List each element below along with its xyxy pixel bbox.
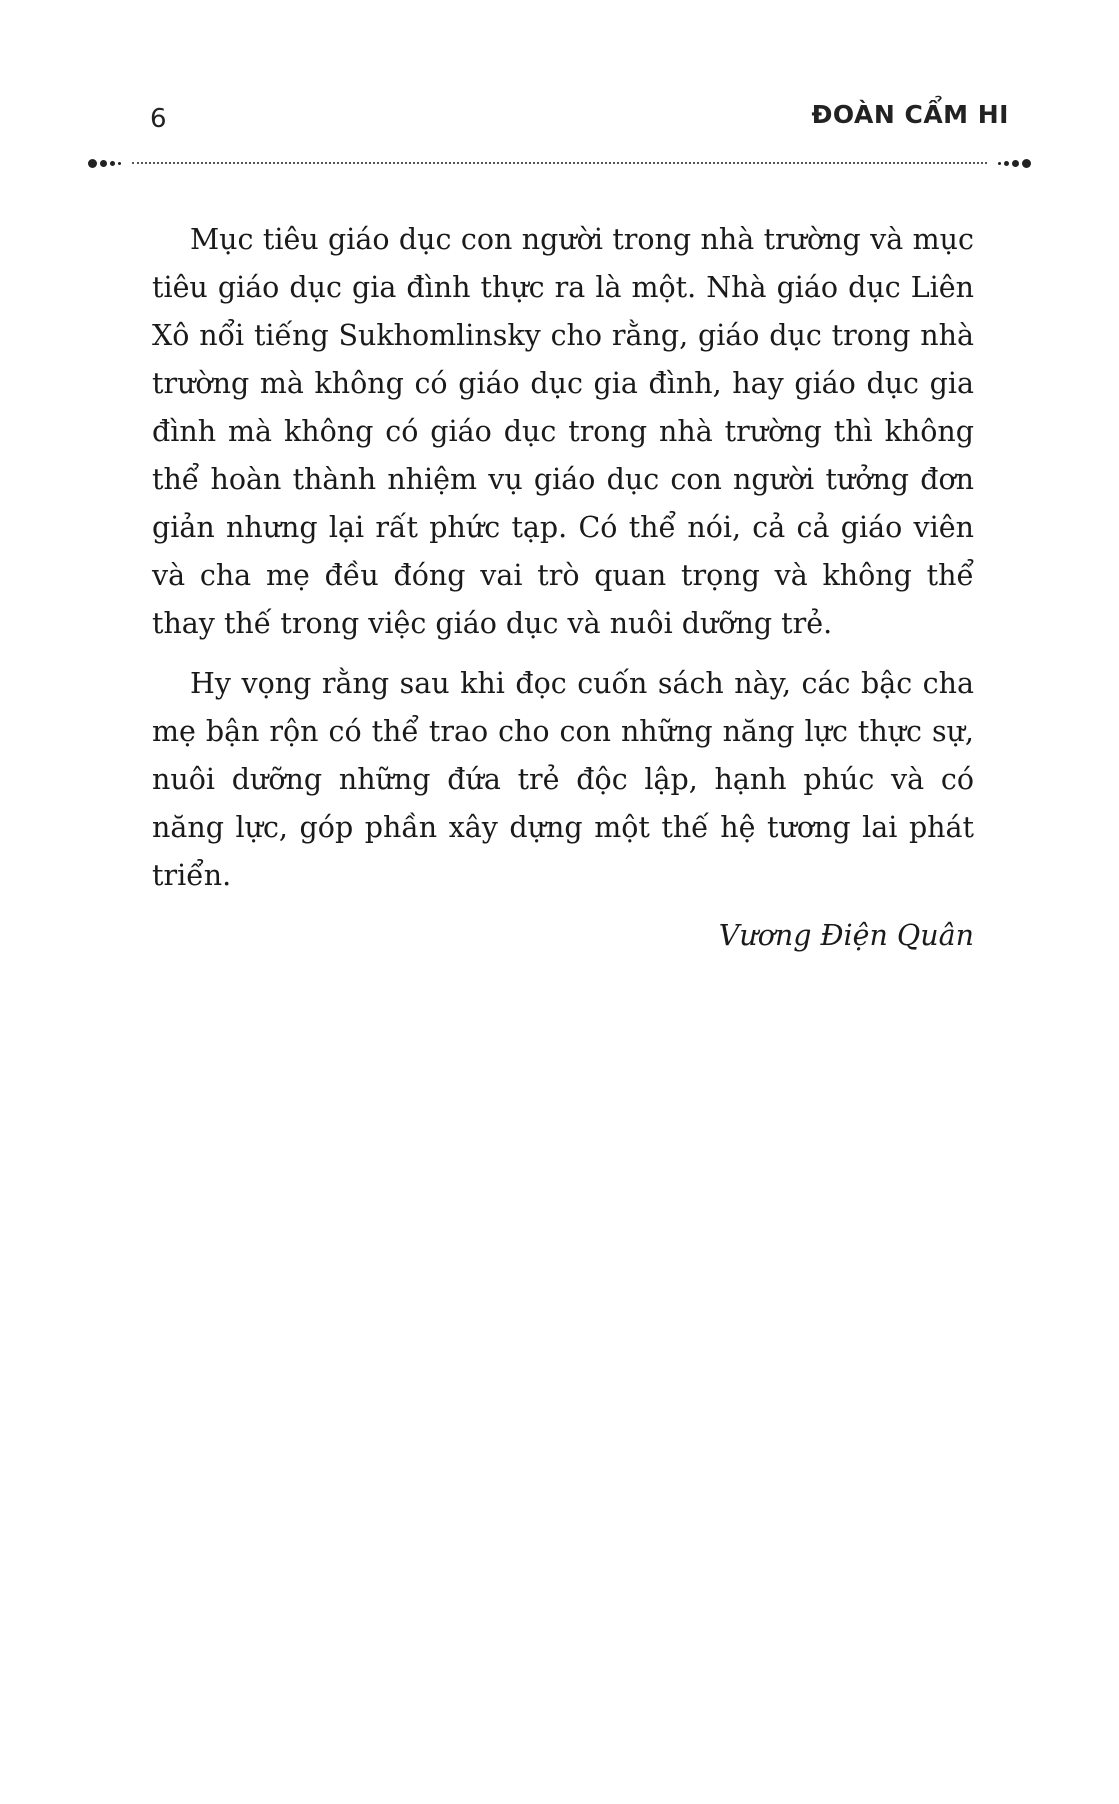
divider-ornament-right bbox=[998, 158, 1031, 168]
paragraph-2: Hy vọng rằng sau khi đọc cuốn sách này, các bậc cha mẹ bận rộn có thể trao cho con những năng lực thực sự, nuôi dưỡng những đứa trẻ độc lập, hạnh phúc và có năng lực, góp phần xây dựng một thế hệ tương lai phát triển. bbox=[152, 667, 974, 892]
dotted-rule bbox=[132, 162, 987, 164]
running-title: ĐOÀN CẨM HI bbox=[811, 100, 1009, 129]
paragraph-1: Mục tiêu giáo dục con người trong nhà trường và mục tiêu giáo dục gia đình thực ra là một. Nhà giáo dục Liên Xô nổi tiếng Sukhomlinsky cho rằng, giáo dục trong nhà trường mà không có giáo dục gia đình, hay giáo dục gia đình mà không có giáo dục trong nhà trường thì không thể hoàn thành nhiệm vụ giáo dục con người tưởng đơn giản nhưng lại rất phức tạp. Có thể nói, cả cả giáo viên và cha mẹ đều đóng vai trò quan trọng và không thể thay thế trong việc giáo dục và nuôi dưỡng trẻ. bbox=[152, 223, 974, 640]
author-signature: Vương Điện Quân bbox=[718, 919, 974, 952]
divider-ornament-left bbox=[88, 158, 121, 168]
page-header bbox=[88, 96, 1031, 156]
page-number: 6 bbox=[150, 104, 167, 134]
header-divider bbox=[88, 158, 1031, 168]
body-text bbox=[152, 216, 974, 972]
